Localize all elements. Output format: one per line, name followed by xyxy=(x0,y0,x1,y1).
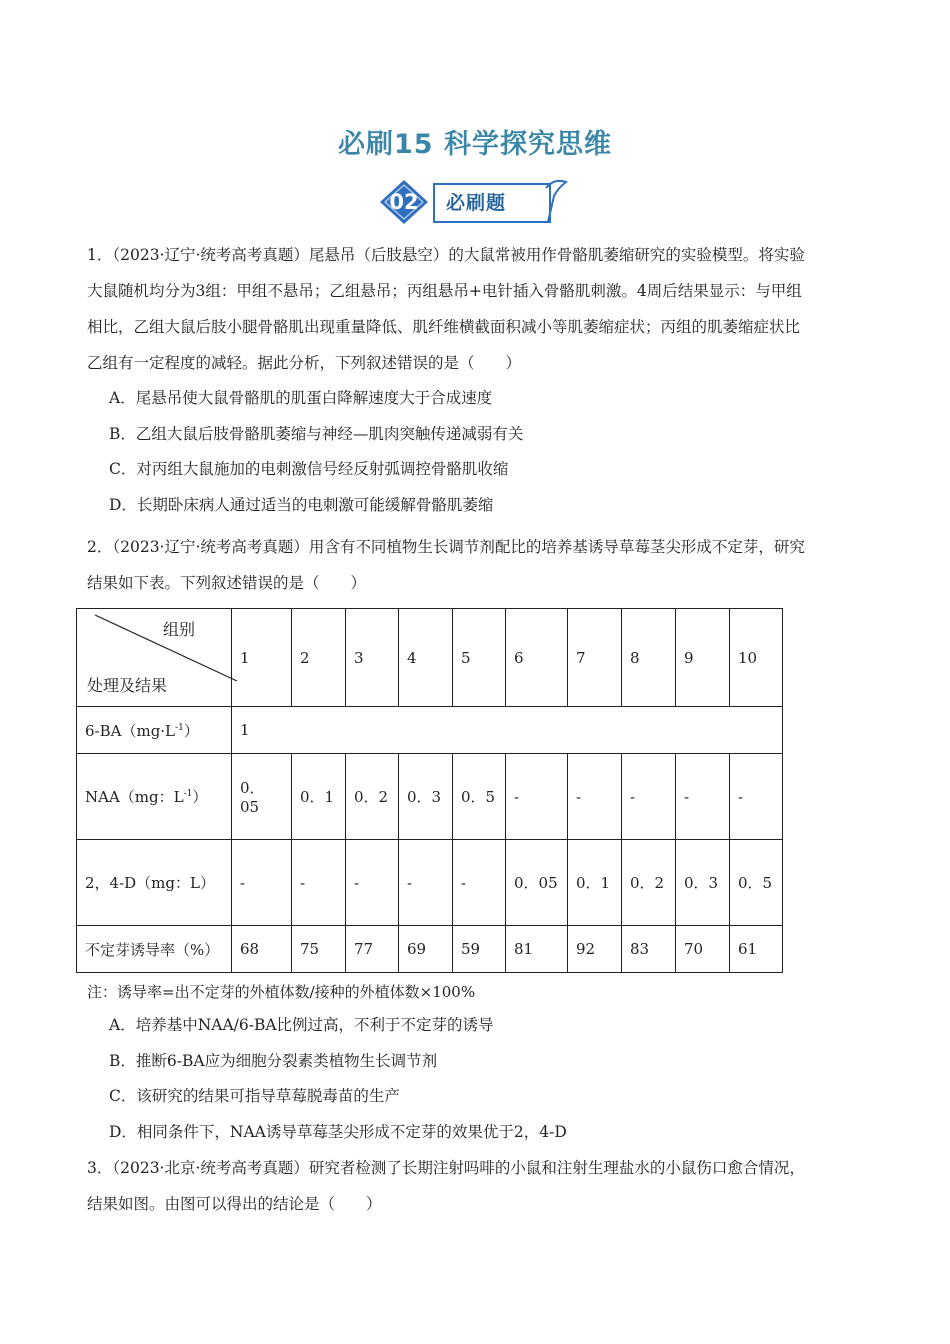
table-row xyxy=(77,754,783,840)
row-label-6ba: $6-BA(mg\cdot L^{-1})$ xyxy=(77,707,232,754)
q1-option-b[interactable]: B．乙组大鼠后肢骨骼肌萎缩与神经—肌肉突触传递减弱有关 xyxy=(109,424,524,443)
table-cell: - xyxy=(506,754,568,840)
section-badge xyxy=(376,176,576,228)
q2-stem-line: 结果如下表。下列叙述错误的是（ ） xyxy=(87,574,367,592)
row-label-naa: NAA（mg：$L^{-1}$） xyxy=(77,754,232,840)
row-label-24d: 2，4-D（mg：L） xyxy=(77,840,232,926)
table-cell: - xyxy=(399,840,453,926)
table-note: 注：诱导率=出不定芽的外植体数/接种的外植体数×100% xyxy=(87,983,476,1001)
table-cell: 2 xyxy=(292,609,346,707)
table-cell: 0．1 xyxy=(568,840,622,926)
table-row xyxy=(77,926,783,973)
header-treatment-label: 处理及结果 xyxy=(87,676,168,695)
q1-stem-line: 1．（2023·辽宁·统考高考真题）尾悬吊（后肢悬空）的大鼠常被用作骨骼肌萎缩研究的实验模型。将实验 xyxy=(87,246,805,264)
table-cell: 81 xyxy=(506,926,568,973)
question-3 xyxy=(87,1150,863,1222)
table-cell: 9 xyxy=(676,609,730,707)
q2-option-b[interactable]: B．推断6-BA应为细胞分裂素类植物生长调节剂 xyxy=(109,1051,438,1070)
table-cell: 7 xyxy=(568,609,622,707)
table-cell: 0．05 xyxy=(232,754,292,840)
q2-option-c[interactable]: C．该研究的结果可指导草莓脱毒苗的生产 xyxy=(109,1087,400,1105)
table-cell: 0．05 xyxy=(506,840,568,926)
page-title: 必刷15 科学探究思维 xyxy=(338,129,612,160)
table-cell: 0．2 xyxy=(346,754,399,840)
q3-stem-line: 结果如图。由图可以得出的结论是（ ） xyxy=(87,1195,382,1213)
table-cell: 10 xyxy=(730,609,783,707)
table-cell: 0．3 xyxy=(676,840,730,926)
q3-stem-line: 3．（2023·北京·统考高考真题）研究者检测了长期注射吗啡的小鼠和注射生理盐水的小鼠伤口愈合情况， xyxy=(87,1159,805,1177)
table-cell: - xyxy=(292,840,346,926)
table-cell: - xyxy=(568,754,622,840)
q1-stem-line: 乙组有一定程度的减轻。据此分析，下列叙述错误的是（ ） xyxy=(87,354,522,372)
table-cell: 1 xyxy=(232,609,292,707)
diagonal-header-cell xyxy=(77,609,232,707)
q1-stem-line: 相比，乙组大鼠后肢小腿骨骼肌出现重量降低、肌纤维横截面积减小等肌萎缩症状；丙组的肌萎缩症状比 xyxy=(87,318,801,336)
table-cell: 1 xyxy=(232,707,783,754)
badge-number: 02 xyxy=(389,190,419,214)
badge-label: 必刷题 xyxy=(446,192,507,214)
table-cell: 0．2 xyxy=(622,840,676,926)
table-cell: - xyxy=(622,754,676,840)
table-header-row xyxy=(77,609,783,707)
table-cell: 8 xyxy=(622,609,676,707)
table-cell: 69 xyxy=(399,926,453,973)
table-cell: 77 xyxy=(346,926,399,973)
table-cell: 6 xyxy=(506,609,568,707)
table-row xyxy=(77,840,783,926)
table-row xyxy=(77,707,783,754)
table-cell: 0．5 xyxy=(453,754,506,840)
table-cell: 61 xyxy=(730,926,783,973)
table-cell: - xyxy=(232,840,292,926)
q1-option-c[interactable]: C．对丙组大鼠施加的电刺激信号经反射弧调控骨骼肌收缩 xyxy=(109,460,509,478)
q2-option-a[interactable]: A．培养基中NAA/6-BA比例过高，不利于不定芽的诱导 xyxy=(109,1016,494,1034)
header-group-label: 组别 xyxy=(162,620,195,639)
q1-stem-line: 大鼠随机均分为3组：甲组不悬吊；乙组悬吊；丙组悬吊+电针插入骨骼肌刺激。4周后结果显示：与甲组 xyxy=(87,282,802,300)
table-cell: 83 xyxy=(622,926,676,973)
q1-option-a[interactable]: A．尾悬吊使大鼠骨骼肌的肌蛋白降解速度大于合成速度 xyxy=(109,389,493,407)
table-cell: 70 xyxy=(676,926,730,973)
table-cell: 0．3 xyxy=(399,754,453,840)
table-cell: 4 xyxy=(399,609,453,707)
question-2-options xyxy=(87,1008,863,1150)
table-cell: 68 xyxy=(232,926,292,973)
q2-option-d[interactable]: D．相同条件下，NAA诱导草莓茎尖形成不定芽的效果优于2，4-D xyxy=(109,1122,567,1141)
table-cell: 59 xyxy=(453,926,506,973)
table-cell: 92 xyxy=(568,926,622,973)
q2-stem-line: 2．（2023·辽宁·统考高考真题）用含有不同植物生长调节剂配比的培养基诱导草莓茎尖形成不定芽，研究 xyxy=(87,538,805,556)
question-1 xyxy=(87,237,863,523)
table-cell: 3 xyxy=(346,609,399,707)
table-cell: - xyxy=(453,840,506,926)
table-cell: - xyxy=(346,840,399,926)
results-table xyxy=(76,608,783,973)
table-cell: 0．1 xyxy=(292,754,346,840)
q1-option-d[interactable]: D．长期卧床病人通过适当的电刺激可能缓解骨骼肌萎缩 xyxy=(109,495,494,514)
table-cell: 0．5 xyxy=(730,840,783,926)
table-cell: 5 xyxy=(453,609,506,707)
table-cell: - xyxy=(676,754,730,840)
row-label-rate: 不定芽诱导率（%） xyxy=(77,926,232,973)
table-cell: - xyxy=(730,754,783,840)
question-2 xyxy=(87,529,863,601)
table-cell: 75 xyxy=(292,926,346,973)
